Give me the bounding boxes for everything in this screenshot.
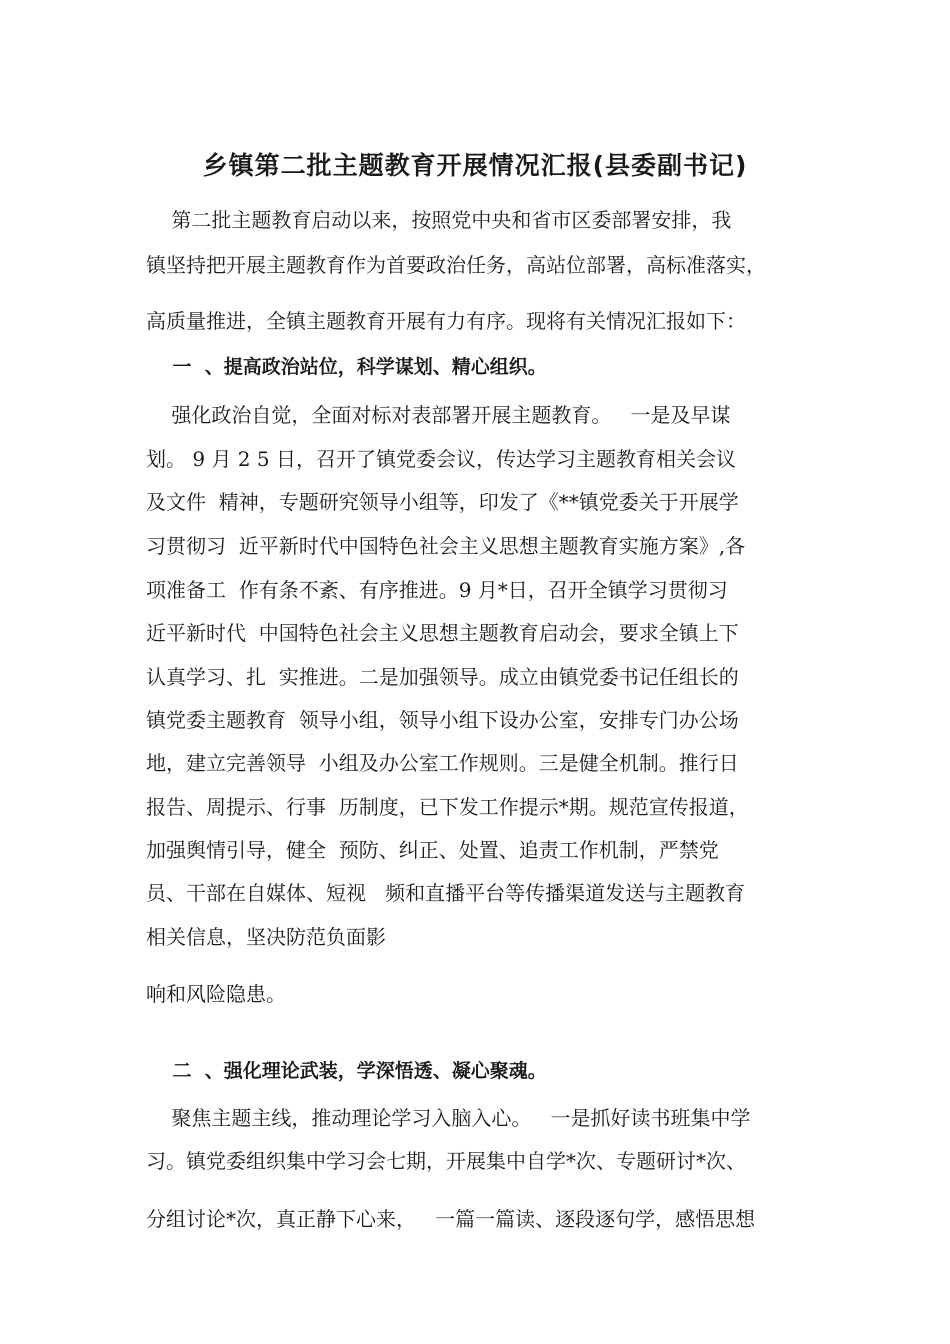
body-line: 镇党委主题教育 领导小组，领导小组下设办公室，安排专门办公场	[146, 708, 739, 732]
body-line: 强化政治自觉，全面对标对表部署开展主题教育。 一是及早谋	[146, 403, 731, 427]
document-title: 乡镇第二批主题教育开展情况汇报(县委副书记)	[202, 151, 748, 180]
body-line: 认真学习、扎 实推进。二是加强领导。成立由镇党委书记任组长的	[146, 665, 739, 689]
intro-line: 镇坚持把开展主题教育作为首要政治任务，高站位部署，高标准落实，	[146, 253, 766, 277]
intro-line: 第二批主题教育启动以来，按照党中央和省市区委部署安排，我	[146, 208, 732, 232]
body-line: 员、干部在自媒体、短视 频和直播平台等传播渠道发送与主题教育	[146, 881, 746, 905]
body-line: 习。镇党委组织集中学习会七期，开展集中自学*次、专题研讨*次、	[146, 1149, 746, 1173]
body-line: 近平新时代 中国特色社会主义思想主题教育启动会，要求全镇上下	[146, 621, 739, 645]
section-heading: 二 、强化理论武装，学深悟透、凝心聚魂。	[146, 1060, 547, 1082]
body-line: 响和风险隐患。	[146, 982, 286, 1006]
body-line: 加强舆情引导，健全 预防、纠正、处置、追责工作机制，严禁党	[146, 838, 719, 862]
intro-line: 高质量推进，全镇主题教育开展有力有序。现将有关情况汇报如下：	[146, 309, 746, 333]
body-line: 项准备工 作有条不紊、有序推进。9 月*日，召开全镇学习贯彻习	[146, 578, 728, 602]
body-line: 相关信息，坚决防范负面影	[146, 925, 386, 949]
body-line: 习贯彻习 近平新时代中国特色社会主义思想主题教育实施方案》,各	[146, 534, 746, 558]
body-line: 报告、周提示、行事 历制度，已下发工作提示*期。规范宣传报道，	[146, 795, 749, 819]
body-line: 及文件 精神，专题研究领导小组等，印发了《**镇党委关于开展学	[146, 490, 739, 514]
body-line: 地，建立完善领导 小组及办公室工作规则。三是健全机制。推行日	[146, 751, 739, 775]
body-line: 划。 9 月 2 5 日，召开了镇党委会议，传达学习主题教育相关会议	[146, 447, 736, 471]
body-line: 聚焦主题主线，推动理论学习入脑入心。 一是抓好读书班集中学	[146, 1106, 751, 1130]
section-heading: 一 、提高政治站位，科学谋划、精心组织。	[146, 356, 547, 378]
body-line: 分组讨论*次，真正静下心来， 一篇一篇读、逐段逐句学，感悟思想	[146, 1207, 756, 1231]
